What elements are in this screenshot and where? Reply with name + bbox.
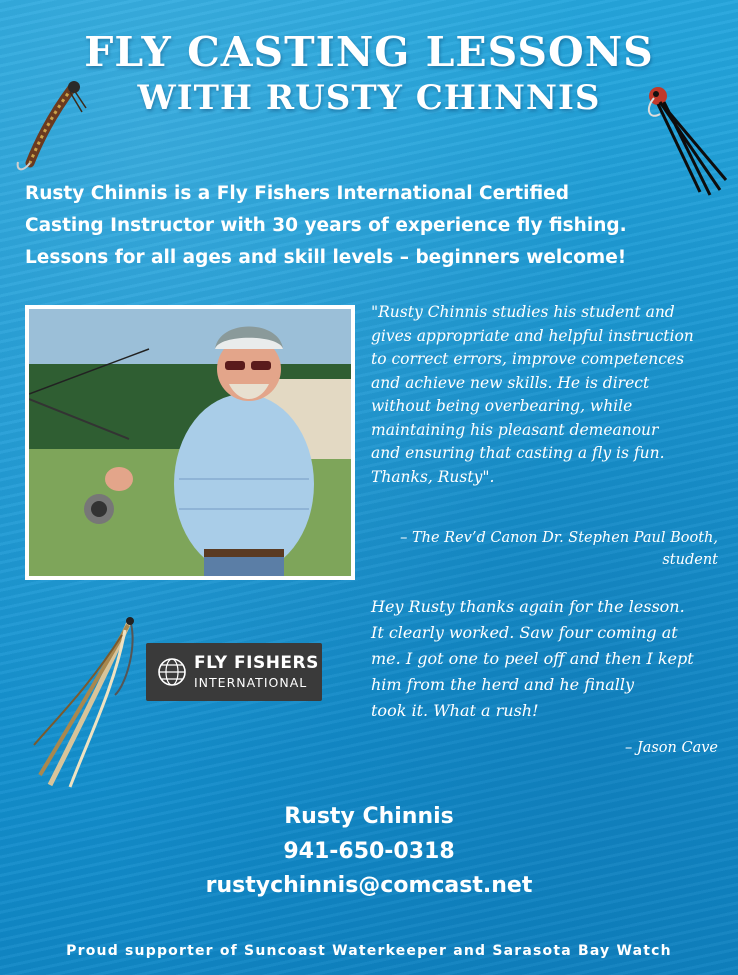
quote-line: to correct errors, improve competences [371, 350, 685, 368]
page-title: FLY CASTING LESSONS [84, 28, 654, 76]
attribution-line: – Jason Cave [625, 740, 718, 756]
contact-email[interactable]: rustychinnis@comcast.net [205, 873, 533, 898]
testimonial-attribution [625, 737, 718, 759]
quote-line: and ensuring that casting a fly is fun. [371, 444, 665, 462]
quote-line: "Rusty Chinnis studies his student and [371, 303, 675, 321]
fly-lure-icon [12, 78, 90, 178]
quote-line: It clearly worked. Saw four coming at [371, 623, 678, 642]
quote-line: me. I got one to peel off and then I kept [371, 649, 694, 668]
quote-line: without being overbearing, while [371, 397, 633, 415]
quote-line: Hey Rusty thanks again for the lesson. [371, 597, 685, 616]
quote-line: gives appropriate and helpful instruction [371, 326, 694, 345]
testimonial-quote [371, 301, 721, 489]
intro-paragraph [25, 178, 725, 274]
quote-line: Thanks, Rusty". [371, 467, 495, 486]
testimonial-attribution [400, 527, 718, 571]
footer-text: Proud supporter of Suncoast Waterkeeper and Sarasota Bay Watch [66, 943, 672, 959]
logo-line1: FLY FISHERS [194, 653, 319, 673]
attribution-line: – The Rev’d Canon Dr. Stephen Paul Booth, [400, 530, 718, 546]
globe-icon [156, 656, 188, 688]
fly-fishers-logo [146, 643, 322, 701]
instructor-photo-illustration [29, 309, 351, 576]
contact-name: Rusty Chinnis [284, 804, 454, 829]
quote-line: maintaining his pleasant demeanour [371, 420, 659, 439]
instructor-photo [25, 305, 355, 580]
quote-line: and achieve new skills. He is direct [371, 373, 650, 392]
quote-line: him from the herd and he finally [371, 675, 634, 694]
contact-phone[interactable]: 941-650-0318 [283, 839, 455, 864]
quote-line: took it. What a rush! [371, 701, 539, 720]
intro-line: Casting Instructor with 30 years of experience fly fishing. [25, 215, 627, 236]
intro-line: Lessons for all ages and skill levels – beginners welcome! [25, 247, 627, 268]
attribution-line: student [662, 552, 718, 568]
logo-line2: INTERNATIONAL [194, 675, 308, 690]
page-subtitle: WITH RUSTY CHINNIS [137, 78, 601, 118]
fly-lure-icon [30, 615, 140, 790]
intro-line: Rusty Chinnis is a Fly Fishers International Certified [25, 183, 569, 204]
testimonial-quote [371, 594, 721, 724]
